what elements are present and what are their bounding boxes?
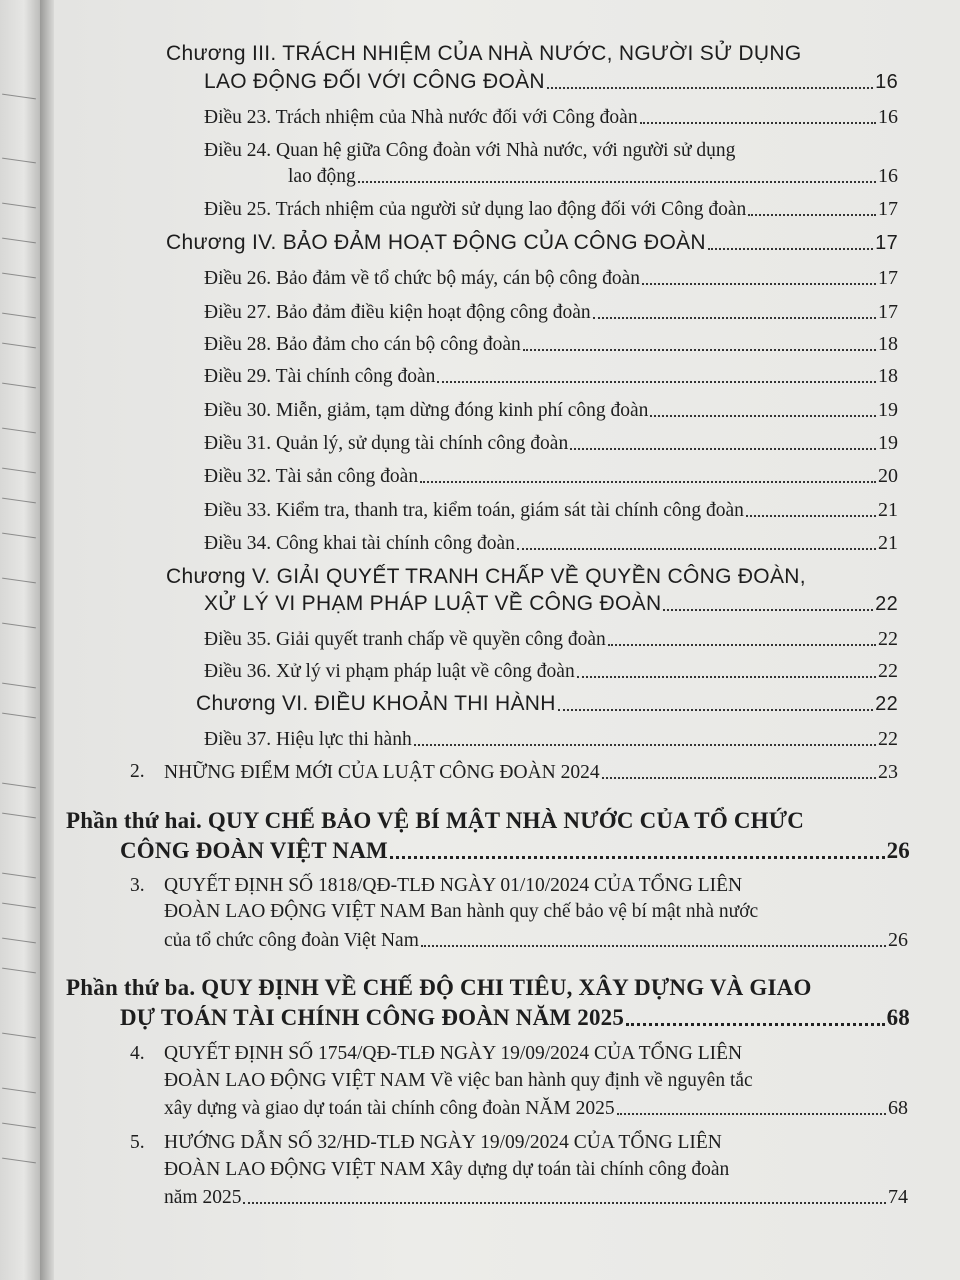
chapter-iv-entry[interactable] (166, 231, 898, 255)
chapter-v-entry[interactable] (204, 592, 898, 616)
article-title: Điều 23. Trách nhiệm của Nhà nước đối với Công đoàn (204, 107, 638, 128)
item-number: 4. (130, 1043, 145, 1064)
item-3-entry[interactable] (164, 929, 908, 952)
page-number: 18 (878, 333, 898, 355)
article-title: Điều 33. Kiểm tra, thanh tra, kiểm toán, giám sát tài chính công đoàn (204, 500, 744, 521)
page-number: 18 (878, 365, 898, 387)
article-30-entry[interactable] (204, 399, 898, 422)
page-number: 68 (886, 1005, 910, 1030)
chapter-iii-entry[interactable] (204, 70, 898, 94)
adjacent-page-edge (0, 0, 40, 1280)
article-24-title: Điều 24. Quan hệ giữa Công đoàn với Nhà nước, với người sử dụng (204, 140, 736, 161)
page-number: 16 (875, 71, 898, 93)
article-title: Điều 30. Miễn, giảm, tạm dừng đóng kinh phí công đoàn (204, 400, 649, 421)
article-title-cont: lao động (288, 166, 356, 187)
leader-dots (558, 709, 873, 711)
item-5-line2: ĐOÀN LAO ĐỘNG VIỆT NAM Xây dựng dự toán tài chính công đoàn (164, 1159, 730, 1180)
chapter-v-title-cont: XỬ LÝ VI PHẠM PHÁP LUẬT VỀ CÔNG ĐOÀN (204, 592, 662, 615)
leader-dots (358, 181, 876, 183)
leader-dots (547, 87, 873, 89)
article-28-entry[interactable] (204, 333, 898, 356)
leader-dots (593, 317, 876, 319)
article-title: Điều 27. Bảo đảm điều kiện hoạt động công đoàn (204, 302, 591, 323)
article-29-entry[interactable] (204, 365, 898, 388)
article-27-entry[interactable] (204, 301, 898, 324)
leader-dots (602, 777, 876, 779)
item-2-entry[interactable] (164, 761, 898, 784)
page-number: 26 (888, 929, 908, 951)
page-number: 26 (886, 838, 910, 863)
page-number: 16 (878, 165, 898, 187)
article-32-entry[interactable] (204, 465, 898, 488)
leader-dots (577, 676, 876, 678)
item-title-cont: năm 2025 (164, 1187, 242, 1208)
page-number: 22 (875, 693, 898, 715)
article-37-entry[interactable] (204, 728, 898, 751)
part-two-entry[interactable] (120, 838, 910, 864)
item-number: 5. (130, 1132, 145, 1153)
item-3-line2: ĐOÀN LAO ĐỘNG VIỆT NAM Ban hành quy chế bảo vệ bí mật nhà nước (164, 901, 759, 922)
leader-dots (523, 349, 876, 351)
chapter-vi-entry[interactable] (196, 692, 898, 716)
leader-dots (663, 609, 873, 611)
page-number: 20 (878, 465, 898, 487)
article-title: Điều 34. Công khai tài chính công đoàn (204, 533, 515, 554)
chapter-iii-title-cont: LAO ĐỘNG ĐỐI VỚI CÔNG ĐOÀN (204, 70, 545, 93)
page-number: 23 (878, 761, 898, 783)
leader-dots (243, 1202, 886, 1204)
leader-dots (608, 644, 876, 646)
item-title-cont: xây dựng và giao dự toán tài chính công đoàn NĂM 2025 (164, 1098, 615, 1119)
article-title: Điều 35. Giải quyết tranh chấp về quyền công đoàn (204, 629, 606, 650)
table-of-contents (54, 0, 960, 1280)
item-title: NHỮNG ĐIỂM MỚI CỦA LUẬT CÔNG ĐOÀN 2024 (164, 762, 600, 783)
page-number: 21 (878, 532, 898, 554)
item-title-cont: của tổ chức công đoàn Việt Nam (164, 930, 419, 951)
part-three-title: Phần thứ ba. QUY ĐỊNH VỀ CHẾ ĐỘ CHI TIÊU, XÂY DỰNG VÀ GIAO (66, 975, 812, 1000)
article-title: Điều 25. Trách nhiệm của người sử dụng lao động đối với Công đoàn (204, 199, 747, 220)
article-26-entry[interactable] (204, 267, 898, 290)
leader-dots (617, 1113, 886, 1115)
article-31-entry[interactable] (204, 432, 898, 455)
chapter-iii-title: Chương III. TRÁCH NHIỆM CỦA NHÀ NƯỚC, NGƯỜI SỬ DỤNG (166, 42, 802, 65)
leader-dots (708, 248, 873, 250)
page-number: 21 (878, 499, 898, 521)
article-24-entry[interactable] (288, 165, 898, 188)
leader-dots (414, 744, 876, 746)
part-three-entry[interactable] (120, 1005, 910, 1031)
leader-dots (748, 214, 876, 216)
page-number: 17 (878, 301, 898, 323)
page-number: 19 (878, 399, 898, 421)
leader-dots (626, 1023, 885, 1026)
article-36-entry[interactable] (204, 660, 898, 683)
item-4-line2: ĐOÀN LAO ĐỘNG VIỆT NAM Về việc ban hành quy định về nguyên tắc (164, 1070, 753, 1091)
item-5-line1: HƯỚNG DẪN SỐ 32/HD-TLĐ NGÀY 19/09/2024 CỦA TỔNG LIÊN (164, 1132, 722, 1153)
part-two-title: Phần thứ hai. QUY CHẾ BẢO VỆ BÍ MẬT NHÀ NƯỚC CỦA TỔ CHỨC (66, 808, 805, 833)
leader-dots (570, 448, 876, 450)
leader-dots (642, 283, 876, 285)
item-number: 2. (130, 761, 145, 782)
chapter-v-title: Chương V. GIẢI QUYẾT TRANH CHẤP VỀ QUYỀN CÔNG ĐOÀN, (166, 565, 806, 588)
article-title: Điều 28. Bảo đảm cho cán bộ công đoàn (204, 334, 521, 355)
article-title: Điều 29. Tài chính công đoàn (204, 366, 436, 387)
leader-dots (390, 856, 885, 859)
article-34-entry[interactable] (204, 532, 898, 555)
part-two-title-cont: CÔNG ĐOÀN VIỆT NAM (120, 838, 388, 863)
page-number: 22 (875, 593, 898, 615)
page-number: 22 (878, 660, 898, 682)
leader-dots (437, 381, 876, 383)
page-number: 68 (888, 1097, 908, 1119)
item-number: 3. (130, 875, 145, 896)
article-23-entry[interactable] (204, 106, 898, 129)
book-gutter (40, 0, 54, 1280)
chapter-iv-title: Chương IV. BẢO ĐẢM HOẠT ĐỘNG CỦA CÔNG ĐOÀN (166, 231, 706, 254)
item-5-entry[interactable] (164, 1186, 908, 1209)
item-4-entry[interactable] (164, 1097, 908, 1120)
page-number: 17 (875, 232, 898, 254)
article-35-entry[interactable] (204, 628, 898, 651)
page-number: 17 (878, 198, 898, 220)
page-number: 16 (878, 106, 898, 128)
page-number: 74 (888, 1186, 908, 1208)
article-title: Điều 36. Xử lý vi phạm pháp luật về công đoàn (204, 661, 575, 682)
item-4-line1: QUYẾT ĐỊNH SỐ 1754/QĐ-TLĐ NGÀY 19/09/2024 CỦA TỔNG LIÊN (164, 1043, 743, 1064)
article-25-entry[interactable] (204, 198, 898, 221)
article-33-entry[interactable] (204, 499, 898, 522)
page-number: 22 (878, 628, 898, 650)
page-number: 22 (878, 728, 898, 750)
leader-dots (650, 415, 876, 417)
page-number: 17 (878, 267, 898, 289)
chapter-vi-title: Chương VI. ĐIỀU KHOẢN THI HÀNH (196, 692, 556, 715)
leader-dots (640, 122, 876, 124)
part-three-title-cont: DỰ TOÁN TÀI CHÍNH CÔNG ĐOÀN NĂM 2025 (120, 1005, 625, 1030)
article-title: Điều 31. Quản lý, sử dụng tài chính công đoàn (204, 433, 569, 454)
leader-dots (421, 945, 886, 947)
leader-dots (420, 481, 876, 483)
leader-dots (746, 515, 876, 517)
item-3-line1: QUYẾT ĐỊNH SỐ 1818/QĐ-TLĐ NGÀY 01/10/2024 CỦA TỔNG LIÊN (164, 875, 743, 896)
toc-page (54, 0, 960, 1280)
page-number: 19 (878, 432, 898, 454)
leader-dots (517, 548, 876, 550)
article-title: Điều 26. Bảo đảm về tổ chức bộ máy, cán bộ công đoàn (204, 268, 641, 289)
article-title: Điều 37. Hiệu lực thi hành (204, 729, 412, 750)
article-title: Điều 32. Tài sản công đoàn (204, 466, 419, 487)
